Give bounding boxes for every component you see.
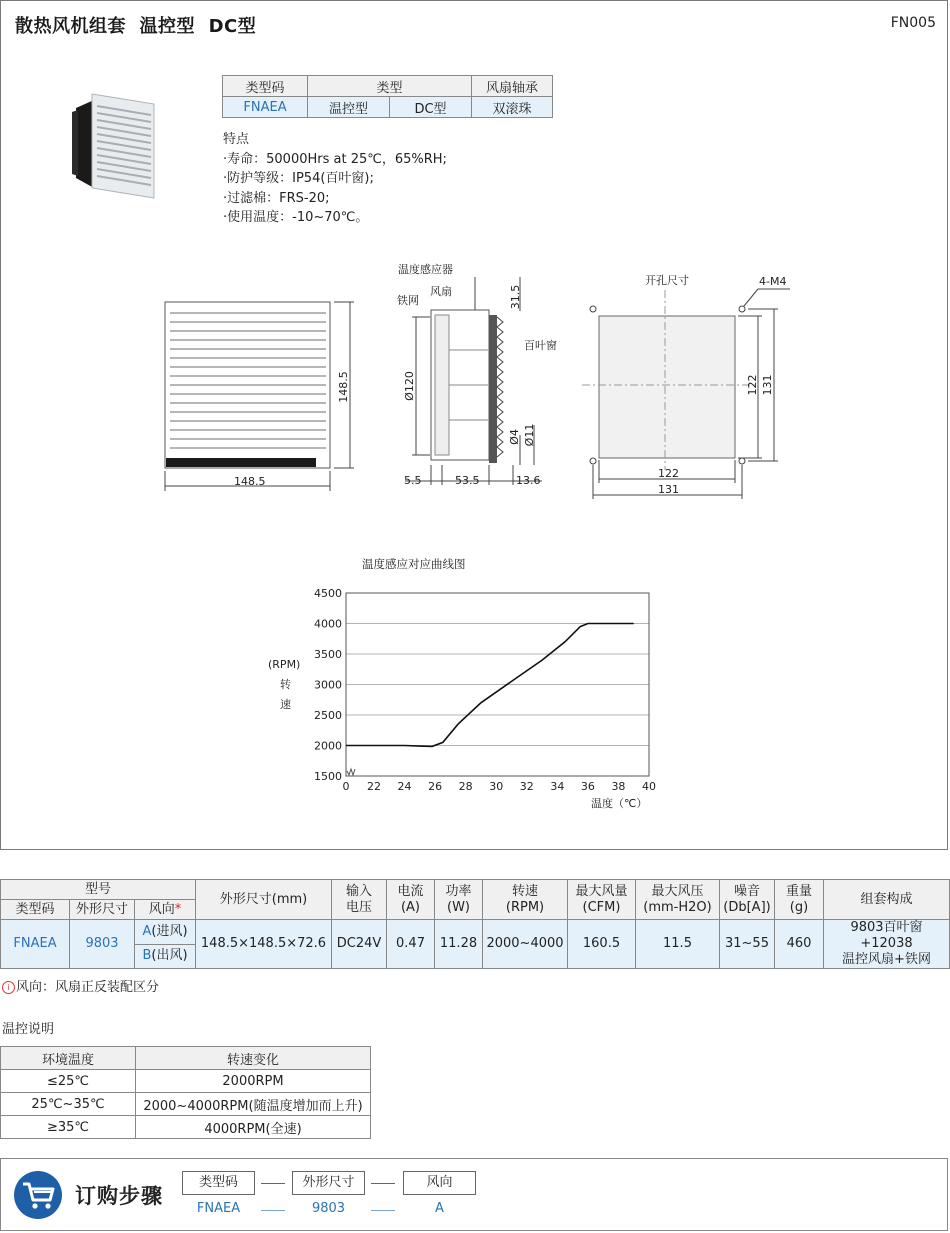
front-height-dim: 148.5 [337,371,350,403]
x-axis-label: 温度（℃） [591,797,648,810]
y-axis-ticks [314,587,342,783]
model-group-header: 型号 [1,880,196,900]
type-header: 类型 [308,76,472,97]
row-composition: 9803百叶窗+12038 温控风扇+铁网 [824,920,950,969]
order-value-direction: A [435,1201,444,1216]
x-tick-label: 40 [642,780,656,793]
temp-control-title: 温控说明 [2,1022,55,1037]
x-tick-label: 38 [611,780,626,793]
louver-label: 百叶窗 [524,339,557,352]
col-pressure: 最大风压 (mm-H2O) [636,880,720,920]
x-tick-label: 0 [342,780,350,793]
cutout-view [582,273,790,499]
temp-row-speed: 2000~4000RPM(随温度增加而上升) [136,1093,371,1116]
front-width-dim: 148.5 [234,475,266,488]
order-connector [261,1210,285,1211]
x-tick-label: 28 [458,780,473,793]
temp-row-range: ≥35℃ [1,1116,136,1139]
row-airflow: 160.5 [568,920,636,969]
page-title: 散热风机组套 温控型 DC型 [15,16,257,37]
features [223,130,447,228]
y-axis-unit: (RPM) [268,658,301,671]
col-dimensions: 外形尺寸(mm) [196,880,332,920]
row-dimensions: 148.5×148.5×72.6 [196,920,332,969]
features-title: 特点 [223,132,250,147]
speed-curve [346,624,634,747]
cutout-width-inner: 122 [658,467,679,480]
x-tick-label: 32 [519,780,534,793]
row-speed: 2000~4000 [483,920,568,969]
y-tick-label: 2000 [314,739,342,753]
side-dim-1: 5.5 [404,474,422,487]
order-connector [261,1183,285,1184]
x-tick-label: 30 [489,780,504,793]
row-direction-a: A(进风) [135,920,196,945]
axis-break-icon [347,769,355,775]
y-tick-label: 3000 [314,678,342,692]
sub-header-direction: 风向* [135,900,196,920]
order-title: 订购步骤 [75,1184,163,1208]
y-tick-label: 4000 [314,617,342,631]
order-connector [371,1183,395,1184]
y-tick-label: 3500 [314,648,342,661]
product-code: FN005 [890,15,936,31]
x-tick-label: 24 [397,780,412,793]
cutout-height-inner: 122 [746,374,759,396]
env-temp-header: 环境温度 [1,1047,136,1070]
row-pressure: 11.5 [636,920,720,969]
chart-grid [346,593,649,776]
row-code: FNAEA [1,920,70,969]
row-noise: 31~55 [720,920,775,969]
col-speed: 转速 (RPM) [483,880,568,920]
type-table [222,75,553,118]
sensor-length-dim: 31.5 [509,284,522,310]
feature-item: ·防护等级：IP54(百叶窗); [223,171,374,186]
y-tick-label: 4500 [314,587,342,600]
type-value-temp: 温控型 [308,97,390,118]
x-tick-label: 26 [428,780,443,793]
col-power: 功率 (W) [435,880,483,920]
temp-row-speed: 4000RPM(全速) [136,1116,371,1139]
order-value-code: FNAEA [196,1201,241,1216]
y-tick-label: 2500 [314,709,342,722]
sensor-label: 温度感应器 [398,263,453,276]
type-code-header: 类型码 [223,76,308,97]
cutout-height-outer: 131 [761,374,774,396]
side-dim-2: 53.5 [455,474,480,487]
fan-diameter: Ø120 [403,371,416,401]
info-icon: i [2,981,15,994]
row-voltage: DC24V [332,920,387,969]
chart-title: 温度感应对应曲线图 [362,557,466,571]
hole-dim-large: Ø11 [523,423,536,447]
temp-control-table [0,1046,371,1139]
sub-header-size: 外形尺寸 [70,900,135,920]
hole-dim-small: Ø4 [508,429,521,445]
col-weight: 重量 (g) [775,880,824,920]
side-dim-3: 13.6 [516,474,541,487]
product-photo [62,88,162,203]
col-composition: 组套构成 [824,880,950,920]
temp-row-range: ≤25℃ [1,1070,136,1093]
x-tick-label: 36 [580,780,595,793]
row-direction-b: B(出风) [135,944,196,969]
col-noise: 噪音 (Db[A]) [720,880,775,920]
bearing-value: 双滚珠 [472,97,553,118]
side-view [397,262,557,487]
front-view [165,302,354,491]
speed-change-header: 转速变化 [136,1047,371,1070]
col-airflow: 最大风量 (CFM) [568,880,636,920]
row-power: 11.28 [435,920,483,969]
feature-item: ·过滤棉：FRS-20; [223,190,330,206]
col-current: 电流 (A) [387,880,435,920]
col-voltage: 输入 电压 [332,880,387,920]
x-axis-ticks [343,780,657,793]
x-tick-label: 22 [367,780,381,793]
temp-row-speed: 2000RPM [136,1070,371,1093]
cutout-title: 开孔尺寸 [645,274,689,287]
x-tick-label: 34 [550,780,565,793]
order-step-direction: 风向 [403,1171,476,1195]
y-axis-label-1: 转 [280,678,291,691]
y-axis-label-2: 速 [280,698,291,711]
temp-row-range: 25℃~35℃ [1,1093,136,1116]
feature-item: ·寿命：50000Hrs at 25℃，65%RH; [223,151,447,167]
row-current: 0.47 [387,920,435,969]
cutout-holes: 4-M4 [759,275,787,288]
speed-curve-chart [260,555,680,820]
technical-drawing [150,255,810,505]
spec-table [0,879,950,969]
cutout-width-outer: 131 [658,483,679,496]
sub-header-code: 类型码 [1,900,70,920]
type-value-dc: DC型 [390,97,472,118]
type-code-value: FNAEA [223,97,308,118]
order-value-size: 9803 [311,1201,346,1216]
feature-item: ·使用温度：-10~70℃。 [223,210,369,225]
row-weight: 460 [775,920,824,969]
order-connector [371,1210,395,1211]
cart-icon [13,1170,63,1220]
direction-note: i 风向：风扇正反装配区分 [2,976,159,995]
row-size: 9803 [70,920,135,969]
fan-label: 风扇 [430,285,452,298]
bearing-header: 风扇轴承 [472,76,553,97]
order-step-code: 类型码 [182,1171,255,1195]
order-step-size: 外形尺寸 [292,1171,365,1195]
y-tick-label: 1500 [314,770,342,783]
mesh-label: 铁网 [397,294,419,307]
